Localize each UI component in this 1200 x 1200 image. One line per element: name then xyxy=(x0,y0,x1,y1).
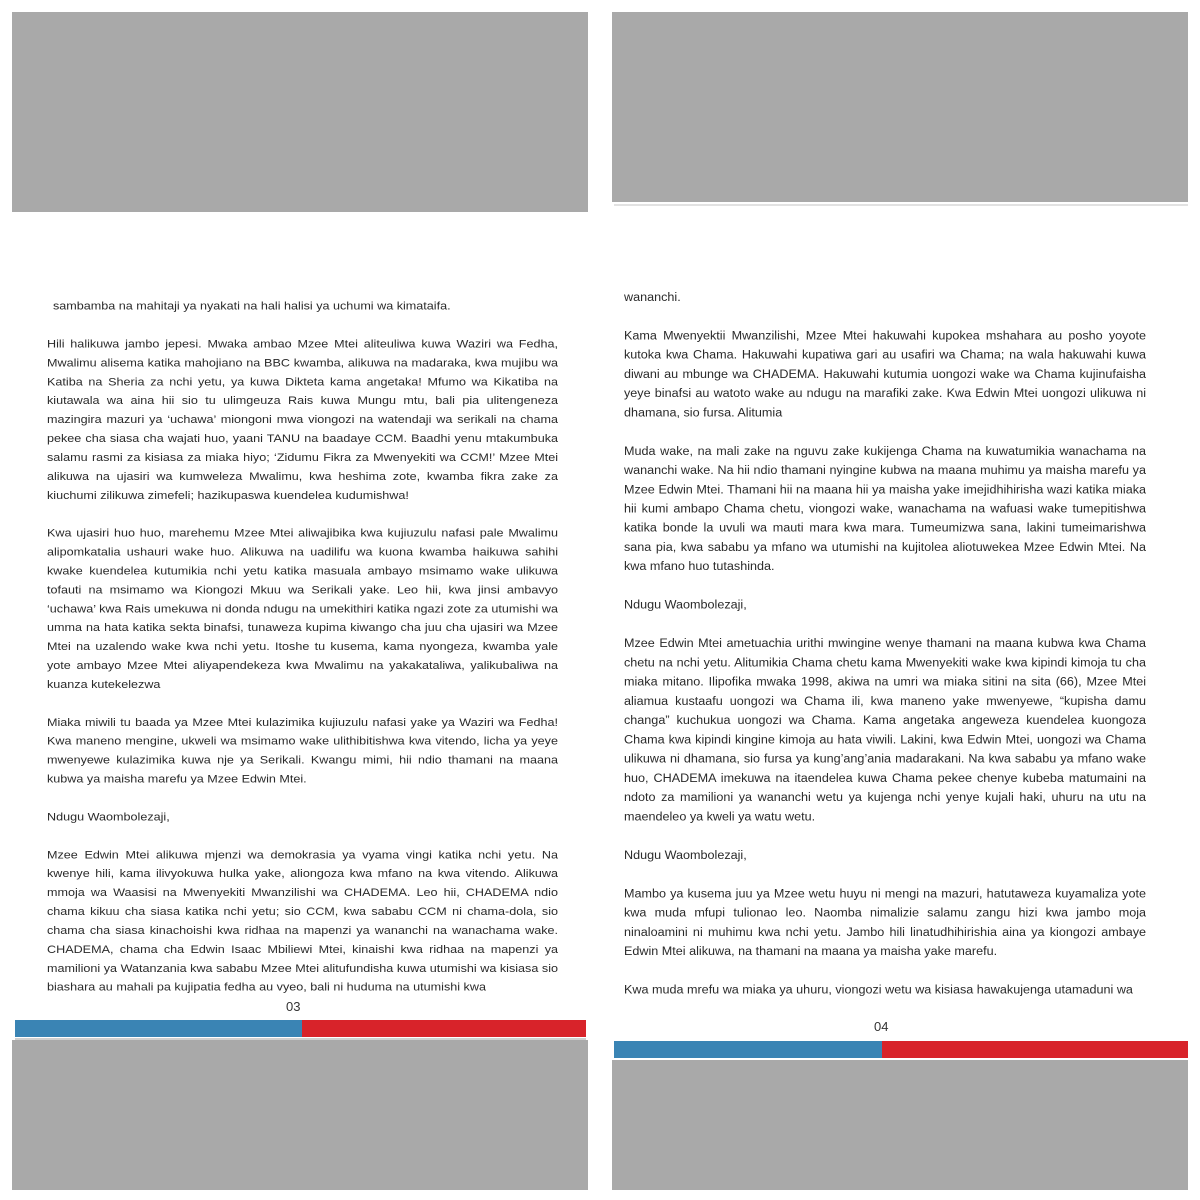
paragraph: Hili halikuwa jambo jepesi. Mwaka ambao Mzee Mtei aliteuliwa kuwa Waziri wa Fedha, Mwalimu alisema katika mahojiano na BBC kwamba, alikuwa na madaraka, kwa mujibu wa Katiba na Sheria za nchi yetu, ya kuwa Dikteta kama angetaka! Mfumo wa Kikatiba na kiutawala wa aina hii sio tu ulimgeuza Rais kuwa Mungu mtu, bali pia ulitengeneza mazingira mazuri ya ‘uchawa’ miongoni mwa viongozi na watendaji wa serikali na chama pekee cha siasa cha wajati huo, yaani TANU na baadaye CCM. Baadhi yenu mtakumbuka salamu rasmi za kisiasa za miaka hiyo; ‘Zidumu Fikra za Mwenyekiti wa CCM!’ Mzee Mtei alikuwa na ujasiri wa kumweleza Mwalimu, kwa heshima zote, kwamba fikra zake za kiuchumi zilikuwa zimefeli; hazikupaswa kuendelea kudumishwa! xyxy=(47,337,558,502)
body-text-right xyxy=(624,288,1146,1000)
paragraph: Mzee Edwin Mtei ametuachia urithi mwingine wenye thamani na maana kubwa kwa Chama chetu na nchi yetu. Alitumikia Chama chetu kama Mwenyekiti wake kwa kipindi kimoja tu cha miaka mitano. Ilipofika mwaka 1998, akiwa na umri wa miaka sitini na sita (66), Mzee Mtei aliamua kustaafu uongozi wa Chama ili, kwa maneno yake mwenyewe, “kupisha damu changa” kuchukua uongozi wa Chama. Kama angetaka angeweza kuendelea kuongoza Chama kwa kipindi kingine kimoja au hata viwili. Lakini, kwa Edwin Mtei, uongozi wa Chama ulikuwa ni dhamana, sio fursa ya kung’ang’ania madarakani. Na kwa sababu ya mfano wake huo, CHADEMA imekuwa na itaendelea kuwa Chama pekee chenye kubeba matumaini na ndoto za mamilioni ya wananchi wetu ya kujenga nchi yenye kujali haki, uhuru na utu na maendeleo ya kweli ya watu wetu. xyxy=(624,637,1146,824)
stripe-blue xyxy=(15,1020,302,1037)
paragraph: Kama Mwenyektii Mwanzilishi, Mzee Mtei hakuwahi kupokea mshahara au posho yoyote kutoka kwa Chama. Hakuwahi kupatiwa gari au usafiri wa Chama; na wala hakuwahi kuwa diwani au mbunge wa CHADEMA. Hakuwahi kutumia uongozi wake wa Chama kujinufaisha yeye binafsi au watoto wake au ndugu na marafiki zake. Kwa Edwin Mtei uongozi ulikuwa ni dhamana, sio fursa. Alitumia xyxy=(624,329,1146,420)
stripe-red xyxy=(302,1020,586,1037)
paragraph: Miaka miwili tu baada ya Mzee Mtei kulazimika kujiuzulu nafasi yake ya Waziri wa Fedha! Kwa maneno mengine, ukweli wa msimamo wake ulithibitishwa kwa vitendo, licha ya yeye mwenyewe kulazimika kuwa nje ya Serikali. Kwangu mimi, hii ndio thamani na maana kubwa ya maisha marefu ya Mzee Edwin Mtei. xyxy=(47,715,558,786)
paragraph: wananchi. xyxy=(624,290,681,304)
bottom-image-placeholder xyxy=(612,1060,1188,1190)
section-salutation: Ndugu Waombolezaji, xyxy=(47,810,170,824)
stripe-blue xyxy=(614,1041,882,1058)
top-image-placeholder xyxy=(612,12,1188,202)
body-text-left xyxy=(47,297,558,997)
paragraph: Kwa ujasiri huo huo, marehemu Mzee Mtei aliwajibika kwa kujiuzulu nafasi pale Mwalimu alipomkatalia ushauri wake huo. Alikuwa na uadilifu wa kuona kwamba haikuwa sahihi kwake kuendelea kutumikia nchi yetu katika masuala ambayo msimamo wake ulikuwa tofauti na msimamo wa Kiongozi Mkuu wa Serikali yake. Leo hii, kwa jinsi ambavyo ‘uchawa’ kwa Rais umekuwa ni donda ndugu na umekithiri katika ngazi zote za utumishi wa umma na hata katika sekta binafsi, tunaweza kupima kiwango cha juu cha ujasiri wa Mzee Mtei na uzalendo wake kwa nchi yetu. Itoshe tu kusema, kama nyongeza, kwamba yale yote ambayo Mzee Mtei aliyapendekeza kwa Mwalimu na yakakataliwa, yalikubaliwa na kuanza kutekelezwa xyxy=(47,526,558,691)
top-image-placeholder xyxy=(12,12,588,212)
paragraph: Mambo ya kusema juu ya Mzee wetu huyu ni mengi na mazuri, hatutaweza kuyamaliza yote kwa muda mfupi tulionao leo. Naomba nimalizie salamu zangu hizi kwa jambo moja ninaloamini ni muhimu kwa nchi yetu. Jambo hili linatudhihirishia aina ya kiongozi ambaye Edwin Mtei alikuwa, na thamani na maana ya maisha yake marefu. xyxy=(624,887,1146,958)
paragraph: Kwa muda mrefu wa miaka ya uhuru, viongozi wetu wa kisiasa hawakujenga utamaduni wa xyxy=(624,983,1133,997)
section-salutation: Ndugu Waombolezaji, xyxy=(624,598,747,612)
stripe-red xyxy=(882,1041,1188,1058)
divider-line xyxy=(614,204,1188,206)
paragraph: sambamba na mahitaji ya nyakati na hali halisi ya uchumi wa kimataifa. xyxy=(53,299,451,313)
page-number: 03 xyxy=(286,999,301,1014)
paragraph: Mzee Edwin Mtei alikuwa mjenzi wa demokrasia ya vyama vingi katika nchi yetu. Na kwenye hili, kama ilivyokuwa hulka yake, aliongoza kwa mfano na kwa vitendo. Alikuwa mmoja wa Waasisi na Mwenyekiti Mwanzilishi wa CHADEMA. Leo hii, CHADEMA ndio chama kikuu cha siasa katika nchi yetu; sio CCM, kwa sababu CCM ni chama-dola, sio chama cha siasa kinachoishi kwa ridhaa na mapenzi ya wananchi na wanachama wake. CHADEMA, chama cha Edwin Isaac Mbiliewi Mtei, kinaishi kwa ridhaa na mapenzi ya mamilioni ya Watanzania kwa sababu Mzee Mtei alitufundisha kuwa utumishi wa kisiasa sio biashara au mahali pa kujipatia fedha au vyeo, bali ni huduma na utumishi kwa xyxy=(47,848,558,994)
page-number: 04 xyxy=(874,1019,889,1034)
bottom-image-placeholder xyxy=(12,1040,588,1190)
paragraph: Muda wake, na mali zake na nguvu zake kukijenga Chama na kuwatumikia wanachama na wananchi wake. Na hii ndio thamani nyingine kubwa na maana muhimu ya maisha marefu ya Mzee Edwin Mtei. Thamani hii na maana hii ya maisha yake imejidhihirisha wazi katika miaka hii kumi ambapo Chama chetu, viongozi wake, wanachama na wafuasi wake tumepitishwa katika bonde la uvuli wa mauti mara kwa mara. Tumeumizwa sana, lakini tumeimarishwa sana pia, kwa sababu ya mfano wa utumishi na kujitolea aliotuwekea Mzee Edwin Mtei. Na kwa mfano huo tutashinda. xyxy=(624,444,1146,573)
document-page-right xyxy=(600,0,1200,1200)
section-salutation: Ndugu Waombolezaji, xyxy=(624,848,747,862)
